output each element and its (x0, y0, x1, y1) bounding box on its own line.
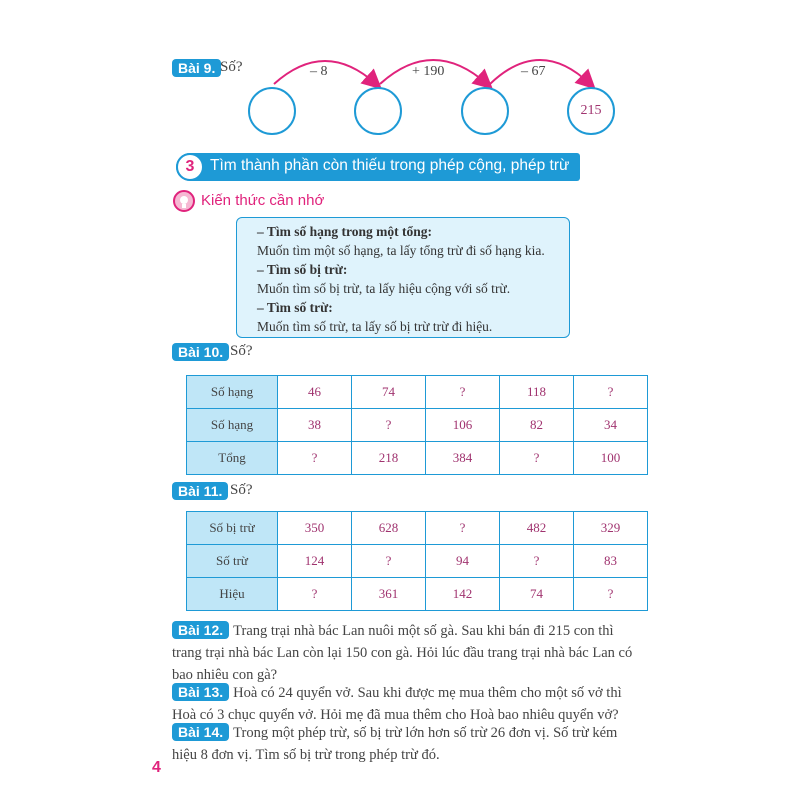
exercise-question-11: Số? (230, 482, 253, 498)
row-label: Số hạng (187, 409, 278, 442)
chain-circle-4: 215 (567, 87, 615, 135)
table-cell[interactable]: ? (278, 578, 352, 611)
table-cell: 46 (278, 376, 352, 409)
table-row (187, 578, 648, 611)
knowledge-rule-2-title: – Tìm số bị trừ: (257, 262, 348, 277)
chain-circle-1[interactable] (248, 87, 296, 135)
row-label: Số hạng (187, 376, 278, 409)
table-cell: 38 (278, 409, 352, 442)
table-cell: 118 (500, 376, 574, 409)
knowledge-rule-2-text: Muốn tìm số bị trừ, ta lấy hiệu cộng với số trừ. (257, 281, 511, 296)
exercise-12 (172, 620, 642, 686)
table-cell: 74 (352, 376, 426, 409)
exercise-14 (172, 722, 642, 766)
table-cell[interactable]: ? (500, 442, 574, 475)
knowledge-box (236, 217, 570, 338)
exercise-question-10: Số? (230, 343, 253, 359)
exercise-badge-13: Bài 13 . (172, 683, 229, 701)
section-title: Tìm thành phần còn thiếu trong phép cộng, phép trừ (210, 157, 570, 174)
number-chain-arrows (0, 0, 812, 140)
table-cell: 218 (352, 442, 426, 475)
row-label: Số bị trừ (187, 512, 278, 545)
difference-table (186, 511, 648, 611)
knowledge-rule-3-title: – Tìm số trừ: (257, 300, 333, 315)
table-cell[interactable]: ? (352, 409, 426, 442)
chain-circle-3[interactable] (461, 87, 509, 135)
table-cell: 34 (574, 409, 648, 442)
row-label: Hiệu (187, 578, 278, 611)
table-cell: 482 (500, 512, 574, 545)
table-row (187, 442, 648, 475)
row-label: Tổng (187, 442, 278, 475)
table-cell: 329 (574, 512, 648, 545)
chain-op-3: – 67 (521, 64, 546, 79)
table-cell: 82 (500, 409, 574, 442)
chain-op-2: + 190 (412, 64, 445, 79)
knowledge-rule-1-title: – Tìm số hạng trong một tổng: (257, 224, 433, 239)
chain-circle-2[interactable] (354, 87, 402, 135)
row-label: Số trừ (187, 545, 278, 578)
table-cell: 74 (500, 578, 574, 611)
exercise-badge-11: Bài 11 . (172, 482, 228, 500)
exercise-13 (172, 682, 642, 726)
table-cell[interactable]: ? (574, 376, 648, 409)
exercise-badge-9: Bài 9 . (172, 59, 221, 77)
table-cell: 83 (574, 545, 648, 578)
knowledge-rule-1-text: Muốn tìm một số hạng, ta lấy tổng trừ đi số hạng kia. (257, 243, 545, 258)
table-cell: 628 (352, 512, 426, 545)
page-number: 4 (152, 759, 161, 776)
table-cell[interactable]: ? (426, 376, 500, 409)
sum-table (186, 375, 648, 475)
exercise-badge-14: Bài 14 . (172, 723, 229, 741)
exercise-text-14: Trong một phép trừ, số bị trừ lớn hơn số trừ 26 đơn vị. Số trừ kém hiệu 8 đơn vị. Tìm số bị trừ trong phép trừ đó. (172, 725, 618, 763)
lightbulb-icon (173, 190, 195, 212)
exercise-text-12: Trang trại nhà bác Lan nuôi một số gà. Sau khi bán đi 215 con thì trang trại nhà bác Lan còn lại 150 con gà. Hỏi lúc đầu trang trại nhà bác Lan có bao nhiêu con gà? (172, 623, 633, 683)
chain-op-1: – 8 (310, 64, 328, 79)
knowledge-rule-3-text: Muốn tìm số trừ, ta lấy số bị trừ trừ đi hiệu. (257, 319, 493, 334)
table-cell: 106 (426, 409, 500, 442)
table-row (187, 512, 648, 545)
table-cell[interactable]: ? (352, 545, 426, 578)
table-cell: 94 (426, 545, 500, 578)
table-cell: 350 (278, 512, 352, 545)
table-row (187, 545, 648, 578)
table-cell: 124 (278, 545, 352, 578)
table-cell: 100 (574, 442, 648, 475)
table-cell: 142 (426, 578, 500, 611)
exercise-badge-10: Bài 10 . (172, 343, 229, 361)
table-cell: 384 (426, 442, 500, 475)
exercise-question-9: Số? (220, 59, 243, 75)
table-row (187, 409, 648, 442)
section-number: 3 (176, 153, 204, 181)
table-cell[interactable]: ? (500, 545, 574, 578)
table-row (187, 376, 648, 409)
table-cell: 361 (352, 578, 426, 611)
table-cell[interactable]: ? (278, 442, 352, 475)
knowledge-title: Kiến thức cần nhớ (201, 192, 325, 209)
exercise-text-13: Hoà có 24 quyển vở. Sau khi được mẹ mua thêm cho một số vở thì Hoà có 3 chục quyển vở. Hỏi mẹ đã mua thêm cho Hoà bao nhiêu quyển vở? (172, 685, 622, 723)
table-cell[interactable]: ? (426, 512, 500, 545)
table-cell[interactable]: ? (574, 578, 648, 611)
exercise-badge-12: Bài 12 . (172, 621, 229, 639)
